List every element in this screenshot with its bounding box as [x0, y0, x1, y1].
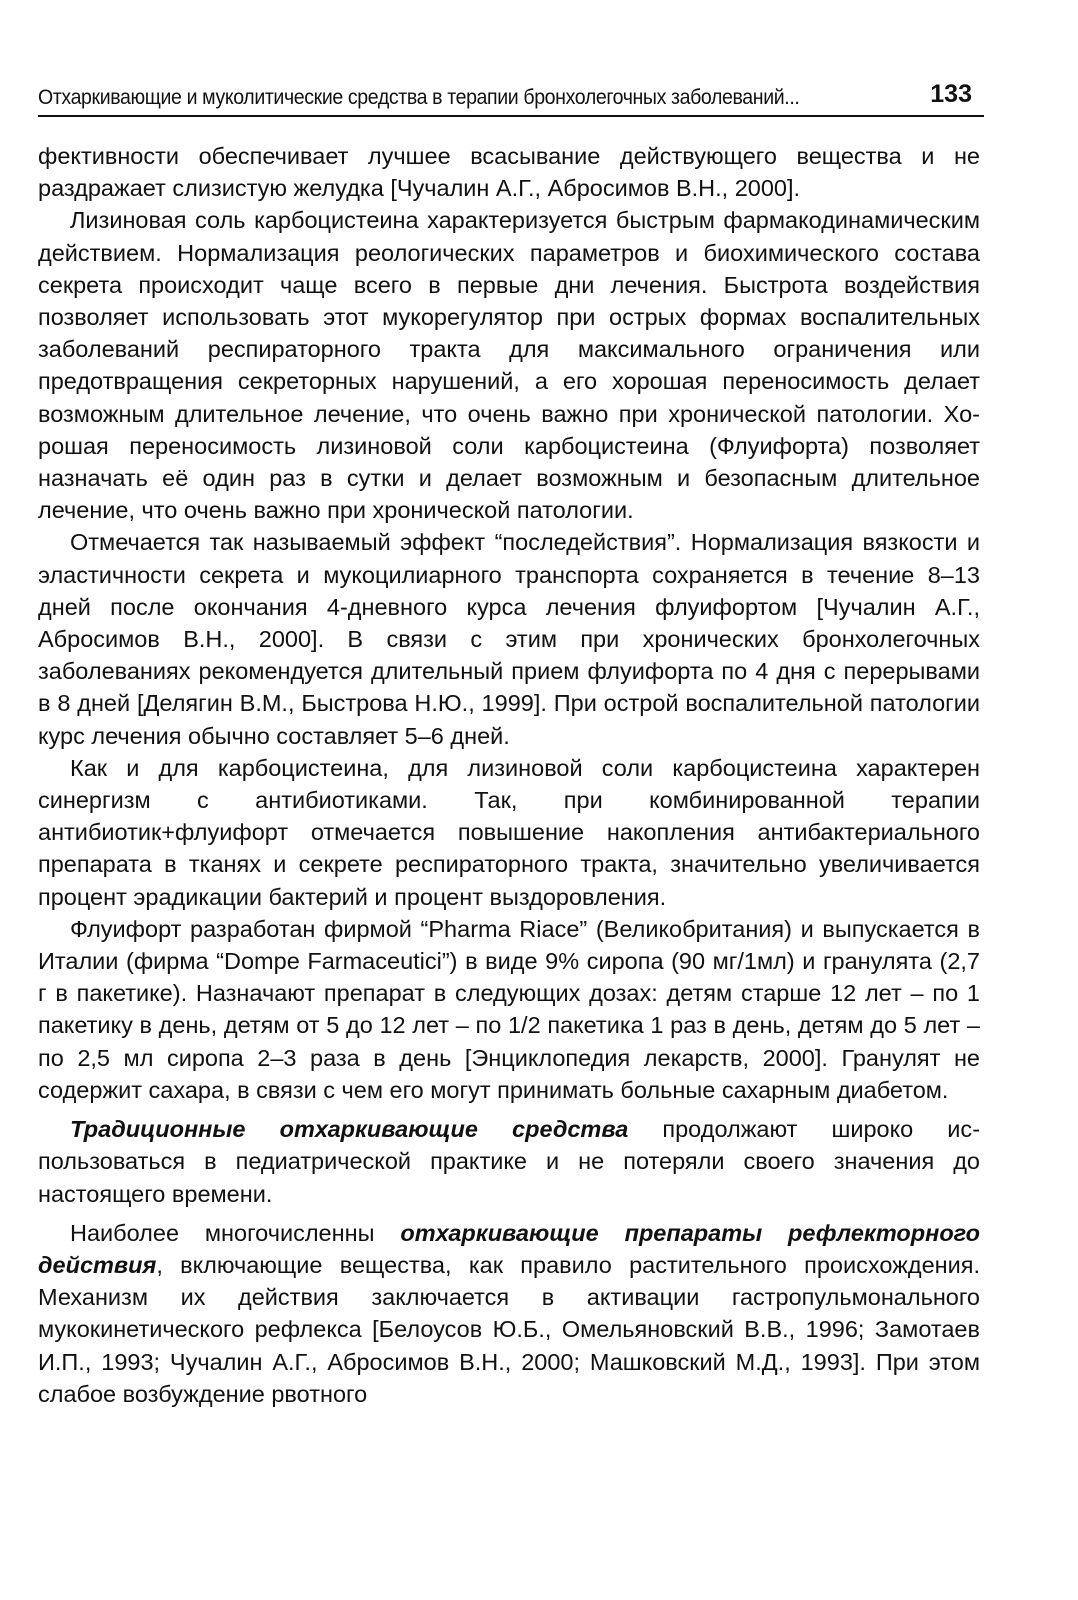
paragraph-text: Как и для карбоцистеина, для лизиновой соли карбоцистеина характерен синергизм с антибиотиками. Так, при комбинированной терапии антибиотик+флуифорт отмечается повышение накопления антибактериального препарата в тканях и секрете респираторного тракта, значительно увеличивается процент эрадикации бактерий и процент выздоровления. — [38, 754, 980, 910]
paragraph-text: продолжают широко использоваться в педиатрической практике и не потеряли своего значения до настоящего времени. — [38, 1116, 981, 1207]
paragraph-lead: Наиболее многочисленны — [70, 1219, 401, 1246]
paragraph-fluifort-dosage — [38, 913, 980, 1106]
running-header — [38, 64, 986, 114]
running-title: Отхаркивающие и муколитические средства в терапии бронхолегочных заболеваний... — [38, 86, 800, 109]
page-number: 133 — [930, 80, 972, 108]
paragraph-traditional-expectorants — [38, 1113, 980, 1210]
paragraph-text: , включающие вещества, как правило растительного происхождения. Механизм их действия заключается в активации гастропульмонального мукокинетического рефлекса [Белоусов Ю.Б., Омельяновский В.В., 1996; Замотаев И.П., 1993; Чучалин А.Г., Абросимов В.Н., 2000; Машковский М.Д., 1993]. При этом слабое возбуждение рвотного — [38, 1251, 980, 1407]
body-text — [38, 140, 980, 1410]
paragraph-lysine-salt — [38, 204, 980, 526]
paragraph-aftereffect — [38, 526, 980, 751]
paragraph-text: Флуифорт разработан фирмой “Pharma Riace” (Великобритания) и выпускается в Италии (фирма “Dompe Farmaceutici”) в виде 9% сиропа (90 мг/1мл) и гранулята (2,7 г в пакетике). Назначают препарат в следующих дозах: детям старше 12 лет – по 1 пакетику в день, детям от 5 до 12 лет – по 1/2 пакетика 1 раз в день, детям до 5 лет – по 2,5 мл сиропа 2–3 раза в день [Энциклопедия лекарств, 2000]. Гранулят не содержит сахара, в связи с чем его могут принимать больные сахарным диабетом. — [38, 915, 980, 1103]
paragraph-text: фективности обеспечивает лучшее всасывание действующего вещества и не раздражает слизистую желудка [Чучалин А.Г., Абросимов В.Н., 2000]. — [38, 143, 980, 202]
paragraph-synergism — [38, 752, 980, 913]
paragraph-continuation — [38, 140, 980, 204]
paragraph-text: Лизиновая соль карбоцистеина характеризуется быстрым фармакодинамическим действием. Нормализация реологических параметров и биохимического состава секрета происходит чаще всего в первые дни лечения. Быстрота воздействия позволяет использовать этот мукорегулятор при острых формах воспалительных заболеваний респираторного тракта для максимального ограничения или предотвращения секреторных нарушений, а его хорошая переносимость делает возможным длительное лечение, что очень важно при хронической патологии. Хорошая переносимость лизиновой соли карбоцистеина (Флуифорта) позволяет назначать её один раз в сутки и делает возможным и безопасным длительное лечение, что очень важно при хронической патологии. — [38, 207, 980, 524]
paragraph-reflex-expectorants — [38, 1217, 980, 1410]
emphasis-term: отхаркивающие препараты рефлекторного действия — [38, 1219, 980, 1278]
emphasis-term: Традиционные отхаркивающие средства — [70, 1116, 629, 1143]
paragraph-text: Отмечается так называемый эффект “последействия”. Нормализация вязкости и эластичности секрета и мукоцилиарного транспорта сохраняется в течение 8–13 дней после окончания 4-дневного курса лечения флуифортом [Чучалин А.Г., Абросимов В.Н., 2000]. В связи с этим при хронических бронхолегочных заболеваниях рекомендуется длительный прием флуифорта по 4 дня с перерывами в 8 дней [Делягин В.М., Быстрова Н.Ю., 1999]. При острой воспалительной патологии курс лечения обычно составляет 5–6 дней. — [38, 529, 980, 749]
header-rule — [38, 115, 984, 117]
